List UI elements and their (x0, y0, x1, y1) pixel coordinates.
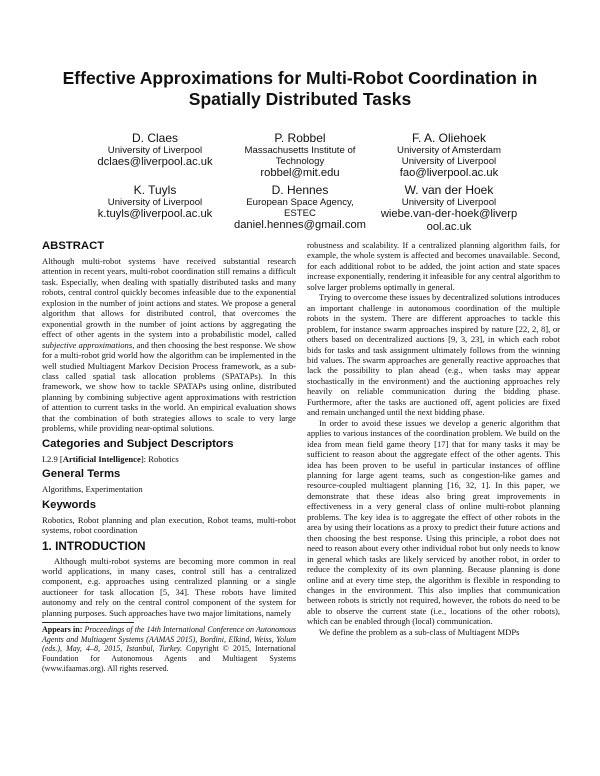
author-affiliation: University of Liverpool (107, 197, 203, 208)
author-robbel (215, 131, 385, 180)
body-paragraph: robustness and scalability. If a centralized planning algorithm fails, for example, the whole system is affected and becomes unavailable. Second, for each additional robot to be added, the joint action and state spaces increase exponentially, rendering it infeasible for any central algorithm to solve larger problems optimally in general. (307, 240, 560, 292)
author-oliehoek (364, 131, 534, 180)
body-paragraph: In order to avoid these issues we develop a generic algorithm that applies to various instances of the coordination problem. We build on the idea from mean field game theory [17] that for many tasks it may be sufficient to reason about the aggregate effect of the other agents. This idea has been proven to be useful in particular instances of offline planning for large agent teams, such as congestion-like games and resource-coupled multiagent planning [16, 32, 1]. In this paper, we demonstrate that these ideas also bring great improvements in effectiveness in a very general class of online multi-robot planning problems. The key idea is to aggregate the effect of other robots in the area by using their locations as a proxy to predict their future actions and then choosing the best response. Using this principle, a robot does not need to reason about every other individual robot but only needs to know in general which tasks are likely serviced by another robot, in order to reduce the complexity of its own planning. Because planning is done online and at every time step, the algorithm is flexible in responding to changes in the environment. This also implies that communication between robots is strictly not required, however, the robots do need to be able to observe the current state (i.e., locations of the other robots), which can be enabled through (local) communication. (307, 417, 560, 627)
categories-text: I.2.9 [Artificial Intelligence]: Robotics (42, 453, 179, 464)
introduction-heading: 1. INTRODUCTION (42, 538, 146, 553)
author-email[interactable]: dclaes@liverpool.ac.uk (97, 156, 213, 168)
author-affiliation: Massachusetts Institute of Technology (244, 145, 356, 167)
author-name: F. A. Oliehoek (411, 131, 487, 145)
left-column (42, 240, 296, 673)
intro-paragraph: Although multi-robot systems are becoming more common in real world applications, in many cases, control still has a centralized component, e.g. approaches using centralized planning or a single auctioneer for task allocation [5, 34]. These robots have limited autonomy and rely on the central control component of the system for planning purposes. Such approaches have two major limitations, namely (42, 555, 296, 618)
keywords-heading: Keywords (42, 498, 96, 511)
right-column (307, 240, 560, 637)
paper-title: Effective Approximations for Multi-Robot Coordination in Spatially Distributed Tasks (62, 68, 538, 109)
author-name: D. Hennes (271, 183, 329, 197)
author-affiliation: University of Amsterdam University of Liverpool (397, 145, 501, 167)
abstract-text: Although multi-robot systems have received substantial research attention in recent years, multi-robot coordination still remains a difficult task. Especially, when dealing with spatially distributed tasks and many robots, central control quickly becomes infeasible due to the exponential explosion in the number of joint actions and states. We propose a general algorithm that allows for distributed control, that overcomes the exponential growth in the number of joint actions by aggregating the effect of other agents in the system into a probabilistic model, called subjective approximations, and then choosing the best response. We show for a multi-robot grid world how the algorithm can be implemented in the well studied Multiagent Markov Decision Process framework, as a sub-class called spatial task allocation problems (SPATAPs). In this framework, we show how to tackle SPATAPs using online, distributed planning by combining subjective agent approximations with restriction of attention to current tasks in the world. An empirical evaluation shows that the combination of both strategies allows to scale to very large problems, while providing near-optimal solutions. (42, 256, 297, 434)
body-paragraph: Trying to overcome these issues by decentralized solutions introduces an important challenge in autonomous coordination of the multiple robots in the system. There are different approaches to tackle this problem, for instance swarm approaches inspired by nature [22, 2, 8], or others based on decentralized auctions [9, 3, 23], in which each robot bids for tasks and task assignment ultimately follows from the winning bid values. The swarm approaches are generally reactive approaches that lack the possibility to plan ahead (e.g., when tasks may appear stochastically in the environment) and the auctioning approaches rely heavily on reliable communication during the bidding phase. Furthermore, after the tasks are auctioned off, agent policies are fixed and remain unchanged until the next bidding phase. (307, 292, 560, 418)
footnote: Appears in: Proceedings of the 14th International Conference on Autonomous Agents and Multiagent Systems (AAMAS 2015), Bordini, Elkind, Weiss, Yolum (eds.), May, 4–8, 2015, Istanbul, Turkey. Copyright © 2015, International Foundation for Autonomous Agents and Multiagent Systems (www.ifaamas.org). All rights reserved. (42, 625, 297, 673)
author-affiliation: University of Liverpool (401, 197, 497, 208)
author-email[interactable]: k.tuyls@liverpool.ac.uk (97, 208, 213, 220)
author-email[interactable]: robbel@mit.edu (260, 167, 340, 179)
author-name: K. Tuyls (133, 183, 177, 197)
general-terms-text: Algorithms, Experimentation (42, 484, 143, 495)
keywords-text: Robotics, Robot planning and plan execution, Robot teams, multi-robot systems, robot coordination (42, 514, 296, 536)
body-paragraph: We define the problem as a sub-class of Multiagent MDPs (319, 626, 520, 637)
footnote-rule (42, 622, 134, 623)
author-email[interactable]: wiebe.van-der-hoek@liverpool.ac.uk (380, 208, 518, 233)
abstract-heading: ABSTRACT (42, 240, 105, 252)
author-name: D. Claes (131, 131, 178, 145)
author-affiliation: University of Liverpool (107, 145, 203, 156)
author-email[interactable]: fao@liverpool.ac.uk (399, 167, 499, 179)
general-terms-heading: General Terms (42, 468, 121, 481)
author-van-der-hoek (364, 183, 534, 234)
author-hennes (215, 183, 385, 232)
author-affiliation: European Space Agency, ESTEC (246, 197, 354, 219)
author-name: W. van der Hoek (404, 183, 494, 197)
author-email[interactable]: daniel.hennes@gmail.com (233, 219, 366, 231)
categories-heading: Categories and Subject Descriptors (42, 437, 234, 450)
author-name: P. Robbel (274, 131, 326, 145)
